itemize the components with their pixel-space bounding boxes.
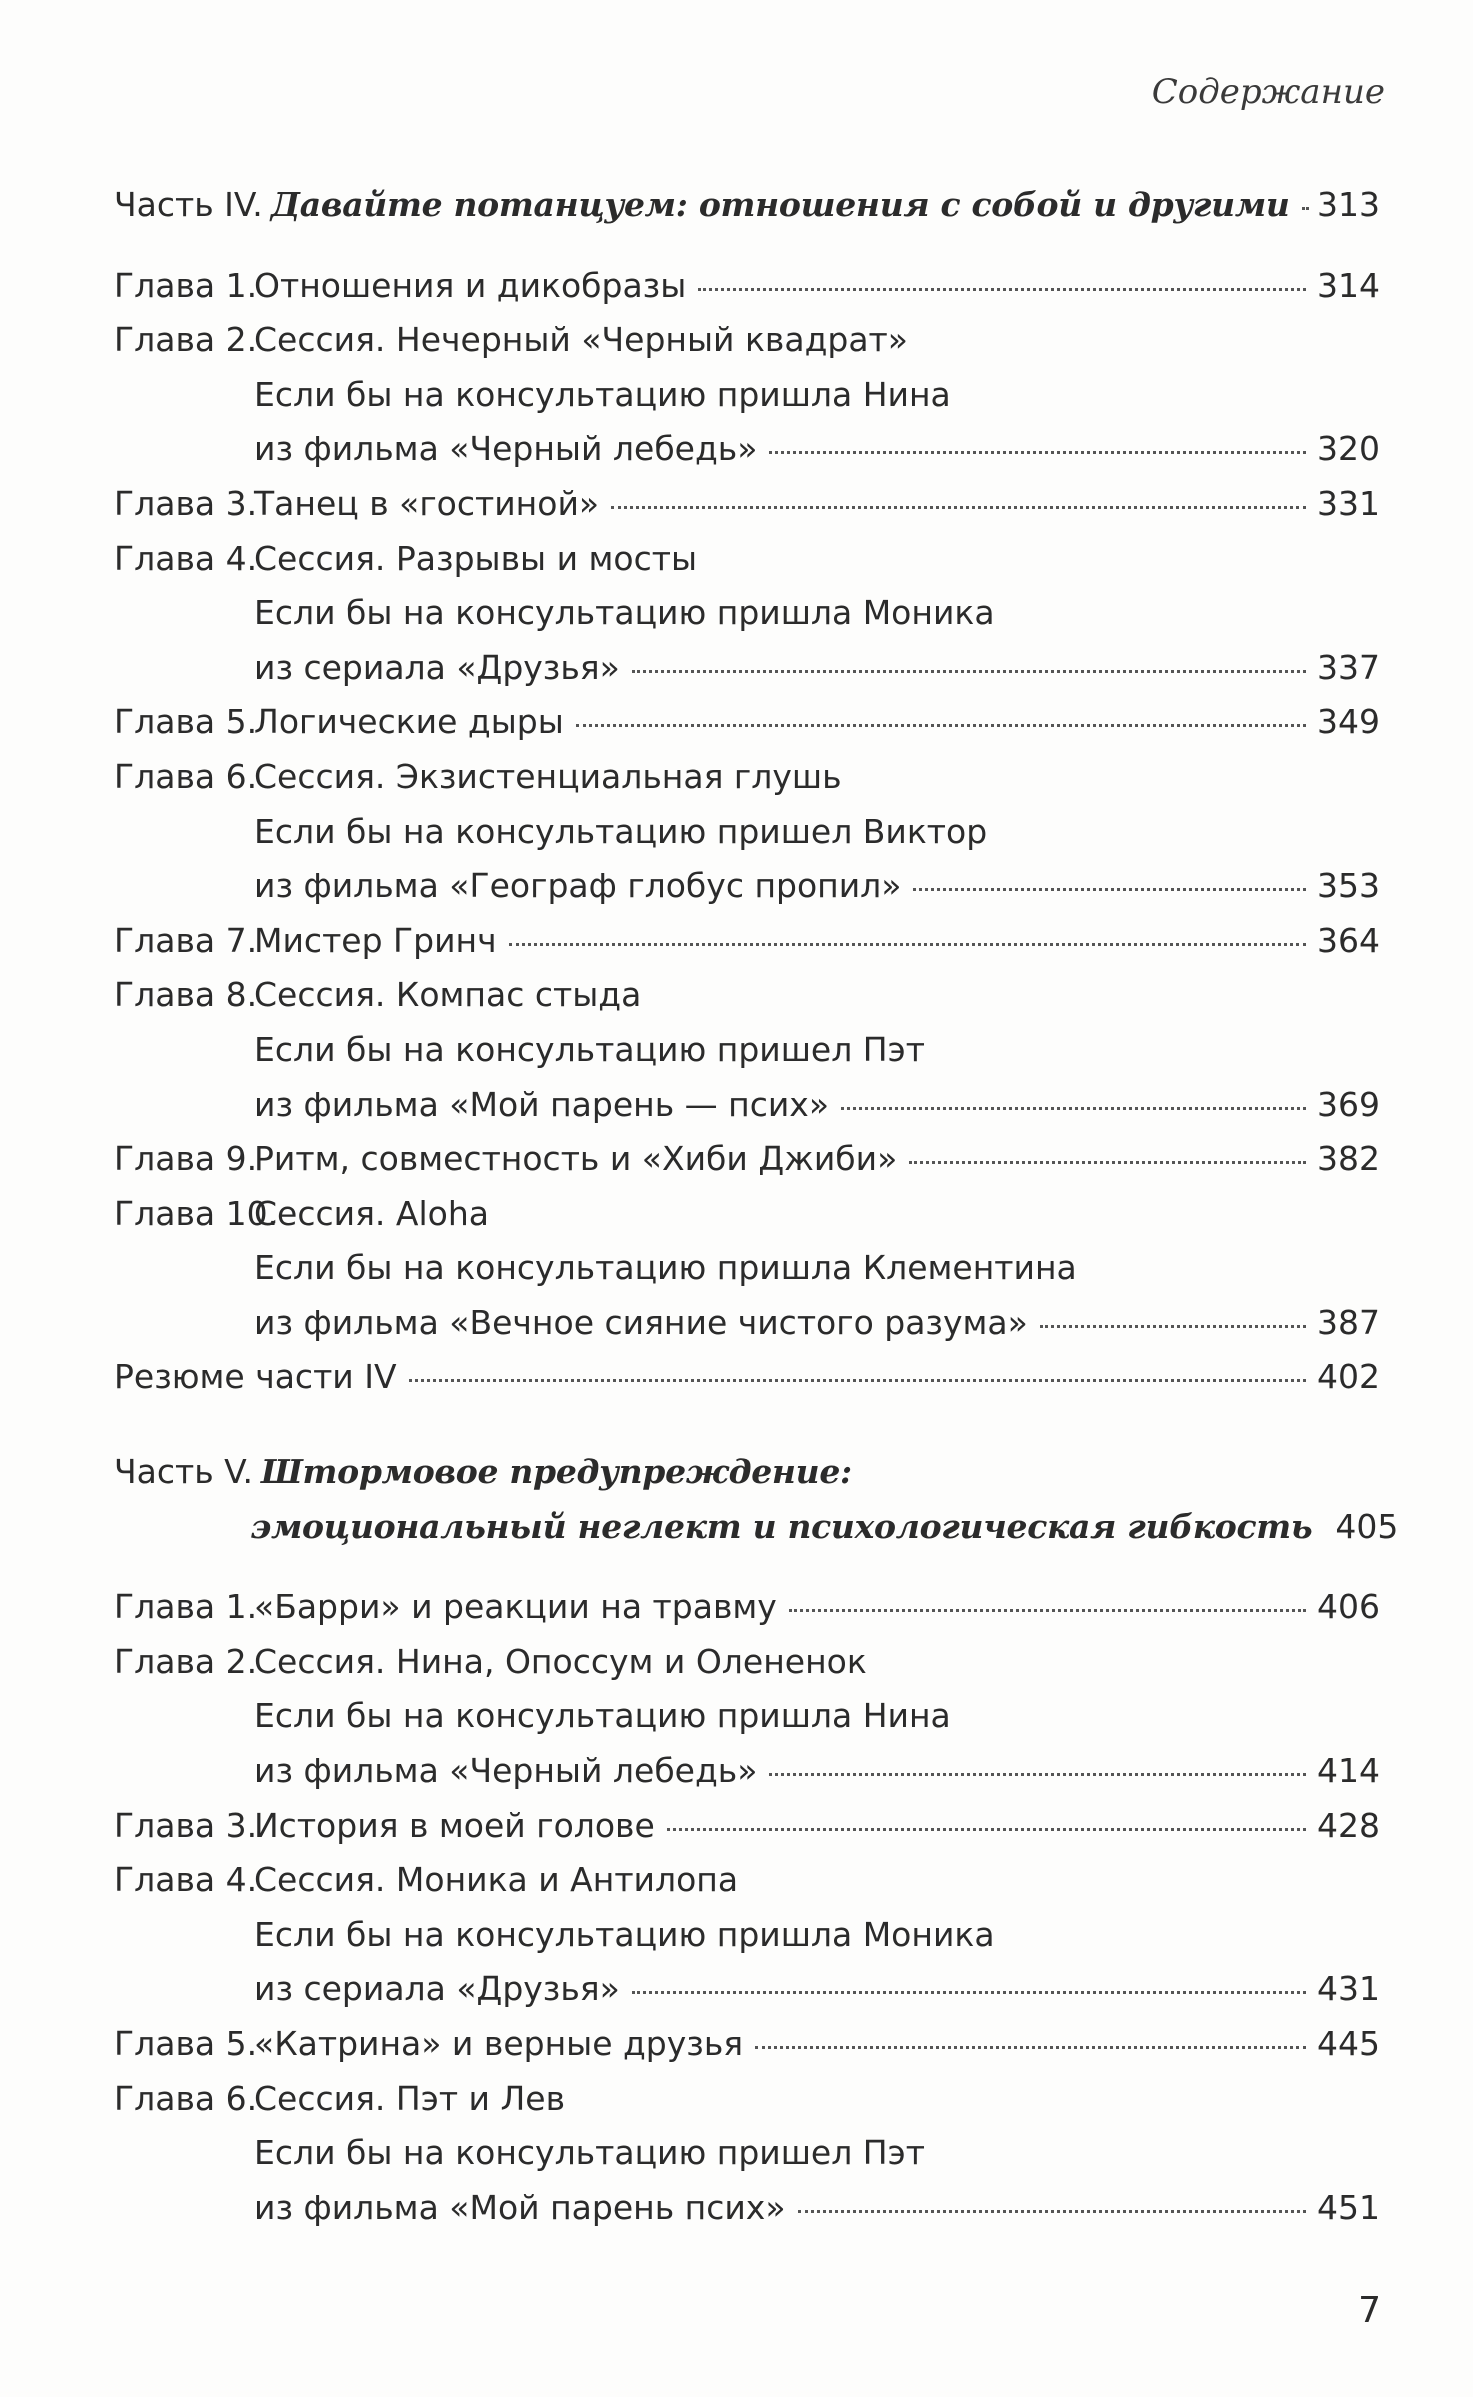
- page-ref: 431: [1317, 1969, 1380, 2009]
- part-heading-v: [114, 1452, 1380, 1507]
- chapter-row: [114, 1642, 1380, 1697]
- chapter-row-continuation: [114, 593, 1380, 648]
- chapter-title: из сериала «Друзья»: [254, 647, 620, 687]
- chapter-title: из фильма «Черный лебедь»: [254, 1751, 758, 1791]
- leader-dots: [667, 1828, 1306, 1831]
- chapter-row-continuation: [114, 2133, 1380, 2188]
- page-ref: 364: [1317, 920, 1380, 960]
- chapter-label: Глава 7.: [114, 920, 258, 960]
- chapter-row: [114, 757, 1380, 812]
- chapter-label: Глава 1.: [114, 1587, 258, 1627]
- chapter-row-continuation: [114, 429, 1380, 484]
- chapter-row: [114, 1194, 1380, 1249]
- leader-dots: [913, 888, 1306, 891]
- chapter-title: Сессия. Разрывы и мосты: [254, 538, 698, 578]
- page-ref: 314: [1317, 265, 1380, 305]
- chapter-title: Логические дыры: [254, 702, 564, 742]
- chapter-row-continuation: [114, 866, 1380, 921]
- chapter-row-continuation: [114, 2188, 1380, 2243]
- table-of-contents: [114, 185, 1399, 2242]
- leader-dots: [632, 1991, 1306, 1994]
- chapter-row-continuation: [114, 648, 1380, 703]
- chapter-title: Если бы на консультацию пришел Виктор: [254, 811, 988, 851]
- chapter-label: Глава 2.: [114, 320, 258, 360]
- chapter-row: [114, 702, 1380, 757]
- chapter-title: из фильма «Вечное сияние чистого разума»: [254, 1302, 1028, 1342]
- chapter-row-continuation: [114, 812, 1380, 867]
- page-ref: 331: [1317, 483, 1380, 523]
- chapter-label: Глава 6.: [114, 756, 258, 796]
- chapter-title: Мистер Гринч: [254, 920, 497, 960]
- chapter-label: Глава 8.: [114, 975, 258, 1015]
- leader-dots: [841, 1107, 1306, 1110]
- running-title: Содержание: [1151, 72, 1385, 112]
- leader-dots: [409, 1379, 1306, 1382]
- chapter-label: Глава 4.: [114, 1860, 258, 1900]
- chapter-row-continuation: [114, 1303, 1380, 1358]
- chapter-row: [114, 921, 1380, 976]
- summary-label: Резюме части IV: [114, 1357, 397, 1397]
- part-label: Часть V.: [114, 1452, 253, 1492]
- chapter-row-continuation: [114, 1915, 1380, 1970]
- page-number: 7: [1358, 2290, 1381, 2331]
- chapter-label: Глава 4.: [114, 538, 258, 578]
- leader-dots: [909, 1161, 1306, 1164]
- page-ref: 353: [1317, 866, 1380, 906]
- chapter-title: Если бы на консультацию пришла Клементина: [254, 1248, 1077, 1288]
- leader-dots: [1302, 207, 1306, 210]
- leader-dots: [611, 506, 1306, 509]
- chapter-row-continuation: [114, 1969, 1380, 2024]
- chapter-row-continuation: [114, 1751, 1380, 1806]
- chapter-title: Сессия. Компас стыда: [254, 975, 642, 1015]
- part-iv-chapter-list: [114, 266, 1380, 1358]
- chapter-row: [114, 320, 1380, 375]
- chapter-title: Сессия. Нина, Опоссум и Олененок: [254, 1641, 867, 1681]
- chapter-row: [114, 975, 1380, 1030]
- chapter-label: Глава 1.: [114, 265, 258, 305]
- chapter-title: «Катрина» и верные друзья: [254, 2024, 744, 2063]
- chapter-label: Глава 9.: [114, 1139, 258, 1179]
- part-title: Давайте потанцуем: отношения с собой и другими: [270, 185, 1290, 224]
- part-summary-row: [114, 1357, 1380, 1412]
- chapter-title: Если бы на консультацию пришел Пэт: [254, 1029, 925, 1069]
- chapter-row: [114, 1860, 1380, 1915]
- chapter-title: из фильма «Мой парень псих»: [254, 2187, 786, 2227]
- chapter-title: Сессия. Пэт и Лев: [254, 2078, 566, 2118]
- chapter-title: из фильма «Черный лебедь»: [254, 429, 758, 469]
- part-title-line2: эмоциональный неглект и психологическая гибкость: [250, 1506, 1313, 1546]
- leader-dots: [632, 670, 1306, 673]
- chapter-title: из сериала «Друзья»: [254, 1969, 620, 2009]
- chapter-label: Глава 3.: [114, 483, 258, 523]
- chapter-label: Глава 5.: [114, 2024, 258, 2063]
- chapter-title: Ритм, совместность и «Хиби Джиби»: [254, 1139, 898, 1179]
- chapter-title: Если бы на консультацию пришла Моника: [254, 593, 995, 633]
- page-ref: 369: [1317, 1084, 1380, 1124]
- part-title-line1: Штормовое предупреждение:: [260, 1452, 852, 1492]
- leader-dots: [576, 724, 1306, 727]
- chapter-title: Сессия. Моника и Антилопа: [254, 1860, 739, 1900]
- chapter-title: Если бы на консультацию пришла Моника: [254, 1914, 995, 1954]
- page-ref: 405: [1335, 1506, 1399, 1546]
- chapter-row: [114, 1587, 1380, 1642]
- leader-dots: [769, 451, 1306, 454]
- chapter-title: из фильма «Географ глобус пропил»: [254, 866, 902, 906]
- chapter-row-continuation: [114, 1696, 1380, 1751]
- chapter-label: Глава 6.: [114, 2078, 258, 2118]
- chapter-title: Танец в «гостиной»: [254, 483, 600, 523]
- chapter-title: Сессия. Экзистенциальная глушь: [254, 756, 842, 796]
- chapter-row: [114, 2079, 1380, 2134]
- chapter-label: Глава 10.: [114, 1193, 279, 1233]
- leader-dots: [1040, 1325, 1306, 1328]
- page-ref: 451: [1317, 2187, 1380, 2227]
- chapter-row-continuation: [114, 375, 1380, 430]
- page-ref: 349: [1317, 702, 1380, 742]
- chapter-row: [114, 1806, 1380, 1861]
- page-ref: 382: [1317, 1139, 1380, 1179]
- leader-dots: [789, 1609, 1306, 1612]
- chapter-title: «Барри» и реакции на травму: [254, 1587, 777, 1627]
- page-ref: 320: [1317, 429, 1380, 469]
- chapter-title: История в моей голове: [254, 1805, 655, 1845]
- chapter-row: [114, 484, 1380, 539]
- chapter-row-continuation: [114, 1248, 1380, 1303]
- part-heading-iv: [114, 185, 1380, 240]
- part-heading-v-cont: [114, 1506, 1399, 1562]
- page-ref: 428: [1317, 1805, 1380, 1845]
- page-ref: 402: [1317, 1357, 1380, 1397]
- page-ref: 445: [1317, 2024, 1380, 2063]
- chapter-title: Отношения и дикобразы: [254, 265, 687, 305]
- chapter-label: Глава 5.: [114, 702, 258, 742]
- leader-dots: [798, 2210, 1306, 2213]
- chapter-title: Сессия. Нечерный «Черный квадрат»: [254, 320, 908, 360]
- chapter-row: [114, 2024, 1380, 2079]
- page-ref: 406: [1317, 1587, 1380, 1627]
- chapter-title: Если бы на консультацию пришел Пэт: [254, 2133, 925, 2173]
- chapter-row-continuation: [114, 1030, 1380, 1085]
- chapter-title: Если бы на консультацию пришла Нина: [254, 374, 951, 414]
- page-ref: 387: [1317, 1302, 1380, 1342]
- leader-dots: [509, 943, 1306, 946]
- chapter-row: [114, 266, 1380, 321]
- leader-dots: [755, 2046, 1306, 2049]
- chapter-title: Сессия. Aloha: [254, 1193, 489, 1233]
- page-ref: 313: [1317, 185, 1380, 224]
- page-ref: 337: [1317, 647, 1380, 687]
- part-label: Часть IV.: [114, 185, 263, 224]
- chapter-row: [114, 1139, 1380, 1194]
- leader-dots: [769, 1773, 1306, 1776]
- leader-dots: [698, 288, 1306, 291]
- chapter-title: из фильма «Мой парень — псих»: [254, 1084, 830, 1124]
- chapter-label: Глава 3.: [114, 1805, 258, 1845]
- chapter-row-continuation: [114, 1085, 1380, 1140]
- chapter-row: [114, 539, 1380, 594]
- part-v-chapter-list: [114, 1587, 1380, 2242]
- page-ref: 414: [1317, 1751, 1380, 1791]
- chapter-title: Если бы на консультацию пришла Нина: [254, 1696, 951, 1736]
- chapter-label: Глава 2.: [114, 1641, 258, 1681]
